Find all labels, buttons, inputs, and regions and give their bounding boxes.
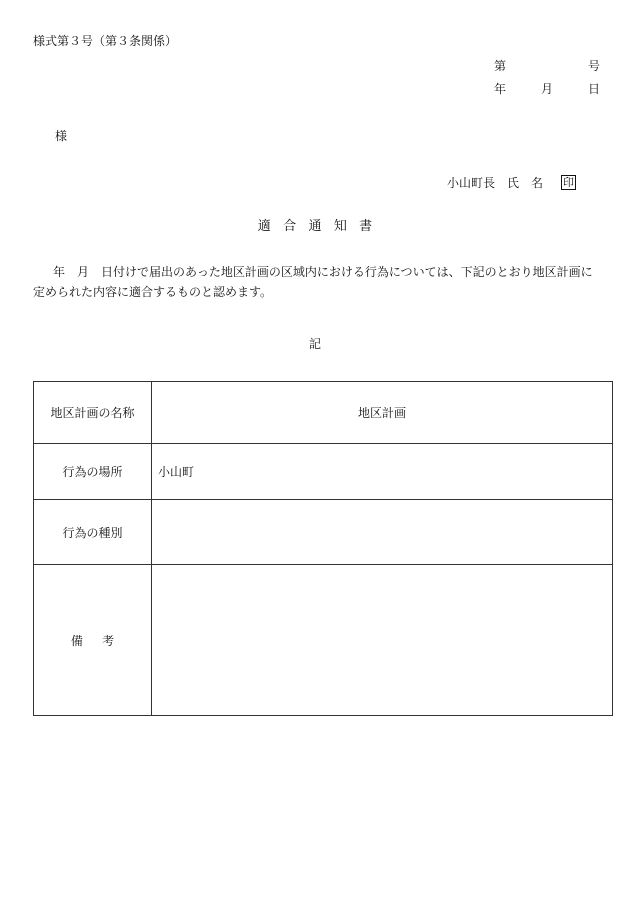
row-label-type: 行為の種別 [34, 500, 152, 565]
doc-number-prefix: 第 [494, 59, 507, 73]
body-text: 年 月 日付けで届出のあった地区計画の区域内における行為については、下記のとおり地区計画に定められた内容に適合するものと認めます。 [33, 265, 593, 299]
seal-mark: 印 [563, 176, 575, 189]
row-label-remarks: 備考 [34, 565, 152, 716]
date-year-label: 年 [494, 82, 507, 96]
row-value-plan-name: 地区計画 [152, 382, 613, 444]
issuer-title: 小山町長 [447, 176, 496, 190]
row-label-location: 行為の場所 [34, 444, 152, 500]
table-row [34, 500, 613, 565]
row-label-plan-name: 地区計画の名称 [34, 382, 152, 444]
table-row [34, 444, 613, 500]
form-label: 様式第３号（第３条関係） [33, 34, 178, 48]
row-value-remarks [152, 565, 613, 716]
table-row [34, 382, 613, 444]
issuer-name-label: 氏 名 [507, 176, 544, 190]
body-paragraph [33, 262, 603, 302]
row-value-location: 小山町 [152, 444, 613, 500]
doc-number-suffix: 号 [588, 59, 601, 73]
document-title: 適合通知書 [257, 219, 385, 234]
addressee-suffix: 様 [55, 129, 68, 143]
ki-heading: 記 [308, 337, 321, 351]
row-value-type [152, 500, 613, 565]
date-month-label: 月 [541, 82, 554, 96]
detail-table [33, 381, 613, 716]
table-row [34, 565, 613, 716]
date-day-label: 日 [588, 82, 601, 96]
issuer-block [447, 176, 576, 191]
